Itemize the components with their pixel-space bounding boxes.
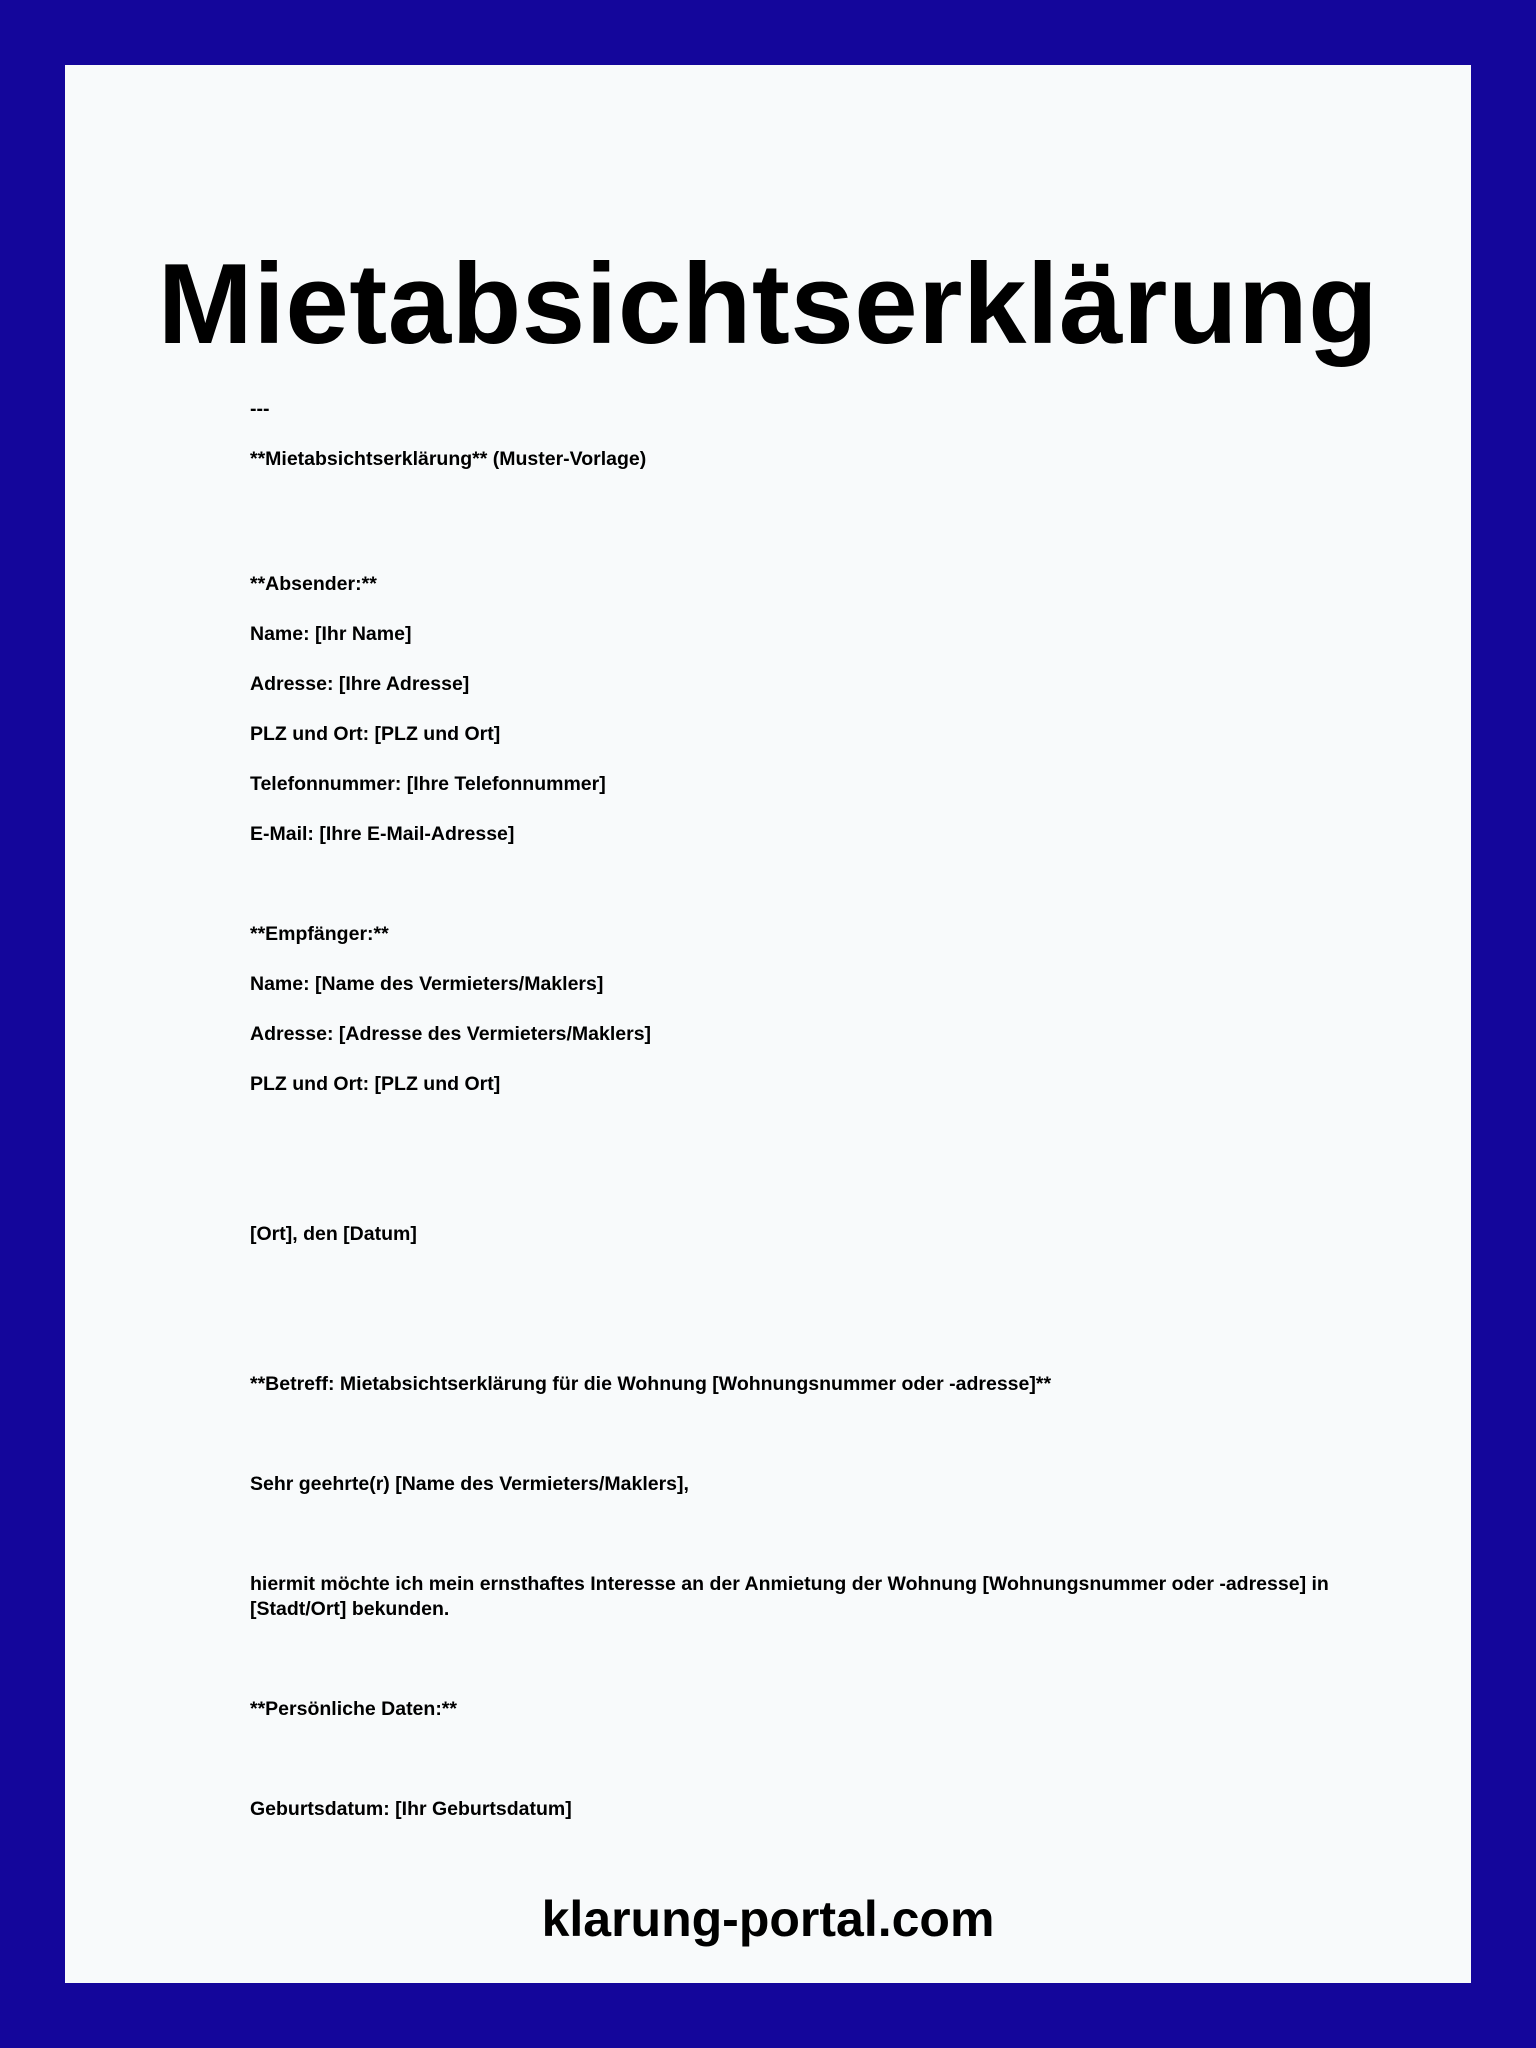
sender-address: Adresse: [Ihre Adresse]	[250, 673, 470, 695]
personal-data-heading: **Persönliche Daten:**	[250, 1698, 457, 1720]
sender-email: E-Mail: [Ihre E-Mail-Adresse]	[250, 823, 515, 845]
place-date: [Ort], den [Datum]	[250, 1223, 417, 1245]
recipient-name: Name: [Name des Vermieters/Maklers]	[250, 973, 604, 995]
document-page	[65, 65, 1471, 1983]
sender-heading: **Absender:**	[250, 573, 377, 595]
intro-paragraph: hiermit möchte ich mein ernsthaftes Interesse an der Anmietung der Wohnung [Wohnungsnummer oder -adresse] in [Stadt/Ort] bekunden.	[250, 1573, 1329, 1620]
subject-line: **Betreff: Mietabsichtserklärung für die Wohnung [Wohnungsnummer oder -adresse]**	[250, 1373, 1052, 1395]
recipient-address: Adresse: [Adresse des Vermieters/Maklers]	[250, 1023, 652, 1045]
salutation: Sehr geehrte(r) [Name des Vermieters/Maklers],	[250, 1473, 689, 1495]
site-footer: klarung-portal.com	[541, 1891, 995, 1947]
sender-postal-city: PLZ und Ort: [PLZ und Ort]	[250, 723, 501, 745]
recipient-heading: **Empfänger:**	[250, 923, 389, 945]
birth-date: Geburtsdatum: [Ihr Geburtsdatum]	[250, 1798, 572, 1820]
sender-phone: Telefonnummer: [Ihre Telefonnummer]	[250, 773, 606, 795]
document-title: Mietabsichtserklärung	[157, 241, 1379, 368]
separator-line: ---	[250, 398, 270, 420]
template-heading: **Mietabsichtserklärung** (Muster-Vorlage)	[250, 448, 647, 470]
recipient-postal-city: PLZ und Ort: [PLZ und Ort]	[250, 1073, 501, 1095]
sender-name: Name: [Ihr Name]	[250, 623, 412, 645]
